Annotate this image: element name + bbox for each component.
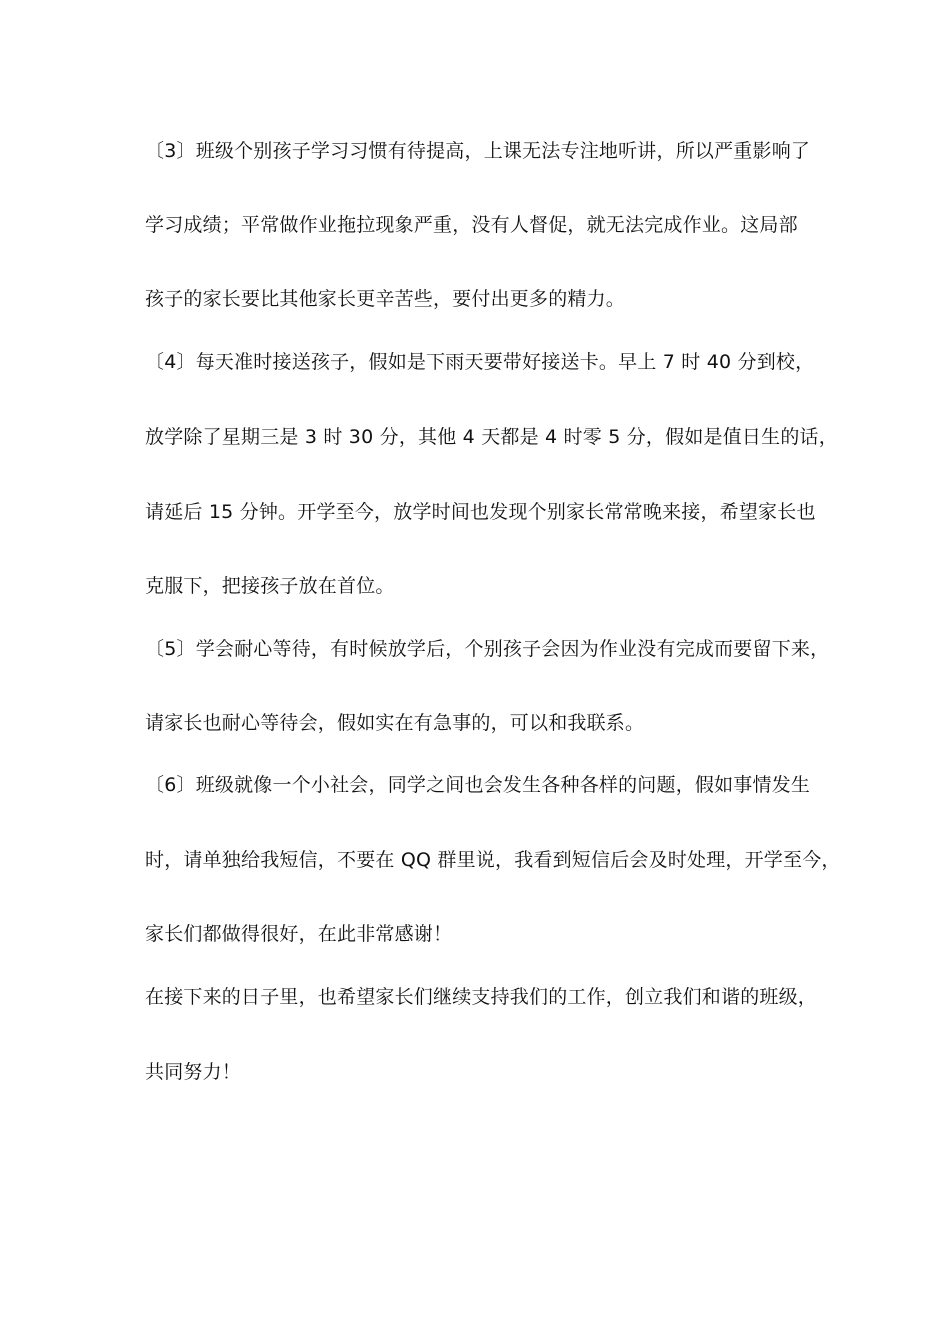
paragraph-3-line-2: 学习成绩；平常做作业拖拉现象严重，没有人督促，就无法完成作业。这局部 — [145, 214, 798, 236]
closing-line-2: 共同努力！ — [145, 1061, 242, 1083]
paragraph-4-line-2: 放学除了星期三是 3 时 30 分，其他 4 天都是 4 时零 5 分，假如是值日生的话， — [145, 426, 838, 448]
paragraph-3-line-3: 孩子的家长要比其他家长更辛苦些，要付出更多的精力。 — [145, 288, 626, 310]
paragraph-5-line-2: 请家长也耐心等待会，假如实在有急事的，可以和我联系。 — [145, 712, 645, 734]
closing-line-1: 在接下来的日子里，也希望家长们继续支持我们的工作，创立我们和谐的班级， — [145, 986, 818, 1008]
paragraph-6-line-3: 家长们都做得很好，在此非常感谢！ — [145, 923, 453, 945]
paragraph-4-line-4: 克服下，把接孩子放在首位。 — [145, 575, 395, 597]
paragraph-5-line-1: 〔5〕学会耐心等待，有时候放学后，个别孩子会因为作业没有完成而要留下来， — [145, 638, 830, 660]
paragraph-6-line-1: 〔6〕班级就像一个小社会，同学之间也会发生各种各样的问题，假如事情发生 — [145, 774, 811, 796]
paragraph-3-line-1: 〔3〕班级个别孩子学习习惯有待提高，上课无法专注地听讲，所以严重影响了 — [145, 140, 811, 162]
paragraph-4-line-1: 〔4〕每天准时接送孩子，假如是下雨天要带好接送卡。早上 7 时 40 分到校， — [145, 351, 815, 373]
paragraph-4-line-3: 请延后 15 分钟。开学至今，放学时间也发现个别家长常常晚来接，希望家长也 — [145, 501, 816, 523]
paragraph-6-line-2: 时，请单独给我短信，不要在 QQ 群里说，我看到短信后会及时处理，开学至今， — [145, 849, 841, 871]
